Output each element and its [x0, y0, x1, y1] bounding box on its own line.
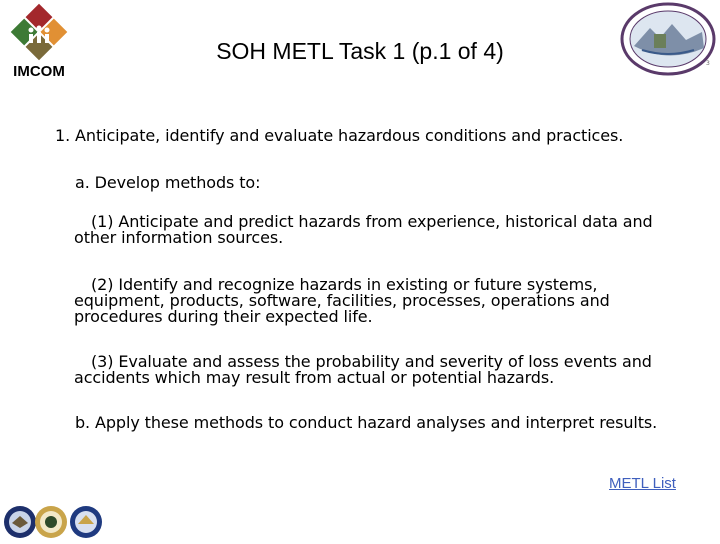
subitem-1 — [74, 214, 694, 246]
subitem-3-text: (3) Evaluate and assess the probability and severity of loss events and accidents which may result from actual or potential hazards. — [74, 352, 652, 387]
task-item-b: b. Apply these methods to conduct hazard analyses and interpret results. — [75, 413, 658, 432]
subitem-1-text: (1) Anticipate and predict hazards from experience, historical data and other information sources. — [74, 212, 653, 247]
slide-number: 3 — [706, 60, 710, 67]
subitem-3 — [74, 354, 694, 386]
imcom-logo-text: IMCOM — [13, 63, 65, 80]
air-force-seal-icon — [70, 506, 102, 538]
page-title: SOH METL Task 1 (p.1 of 4) — [216, 38, 504, 64]
service-seals — [0, 503, 110, 540]
dod-seal-icon — [4, 506, 36, 538]
imcom-logo — [0, 0, 78, 84]
army-seal-icon — [35, 506, 67, 538]
task-item-1: 1. Anticipate, identify and evaluate hazardous conditions and practices. — [55, 126, 624, 145]
command-seal-logo — [620, 2, 718, 76]
metl-list-link[interactable]: METL List — [609, 475, 676, 492]
task-item-a: a. Develop methods to: — [75, 173, 261, 192]
subitem-2-text: (2) Identify and recognize hazards in existing or future systems, equipment, products, software, facilities, processes, operations and procedures during their expected life. — [74, 275, 610, 326]
subitem-2 — [74, 277, 634, 325]
